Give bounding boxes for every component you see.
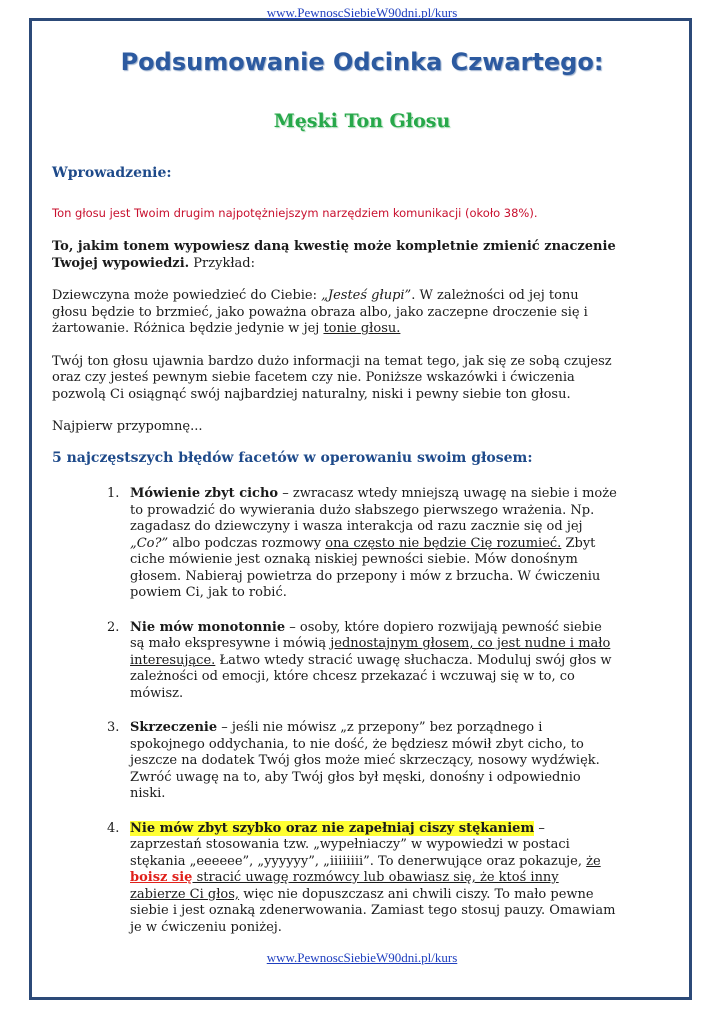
list-item-title: Nie mów monotonnie	[130, 619, 286, 635]
list-number: 1.	[107, 486, 120, 501]
list-number: 2.	[107, 619, 120, 635]
list-item-text: – zwracasz wtedy mniejszą uwagę na siebie i może to prowadzić do wywierania dużo słabszego pierwszego wrażenia. Np. zagadasz do dziewczyny i wasza interakcja od razu zacznie się od jej	[130, 486, 617, 534]
list-item-text: Łatwo wtedy stracić uwagę słuchacza. Moduluj swój głos w zależności od emocji, które chcesz przekazać i wczuwaj się w to, co mówisz.	[130, 652, 612, 701]
paragraph-text: Przykład:	[189, 255, 255, 271]
paragraph-reminder: Najpierw przypomnę...	[52, 419, 203, 434]
list-item-text: – jeśli nie mówisz „z przepony” bez porządnego i spokojnego oddychania, to nie dość, że będziesz mówił zbyt cicho, to jeszcze na dodatek Twój głos może mieć skrzeczący, nosowy wydźwięk. Zwróć uwagę na to, aby Twój głos był męski, donośny i odpowiednio niski.	[130, 720, 600, 801]
emphasis-red-text: boisz się	[130, 870, 193, 885]
underlined-text: stracić uwagę rozmówcy lub obawiasz się, że ktoś inny zabierze Ci głos,	[130, 870, 559, 902]
list-item-text: więc nie dopuszczasz ani chwili ciszy. To mało pewne siebie i jest oznaką zdenerwowania. Zamiast tego stosuj pauzy. Omawiam je w ćwiczeniu poniżej.	[130, 886, 616, 935]
list-item	[107, 619, 617, 703]
example-quote: „Jesteś głupi”	[321, 288, 412, 303]
list-number: 4.	[107, 820, 120, 836]
underlined-text: ona często nie będzie Cię rozumieć.	[325, 535, 562, 551]
list-item	[107, 820, 617, 937]
paragraph-voice-info: Twój ton głosu ujawnia bardzo dużo informacji na temat tego, jak się ze sobą czujesz oraz czy jesteś pewnym siebie facetem czy nie. Poniższe wskazówki i ćwiczenia pozwolą Ci osiągnąć swój najbardziej naturalny, niski i pewny siebie ton głosu.	[52, 353, 612, 402]
list-item-title: Skrzeczenie	[130, 720, 218, 735]
list-item-text: albo podczas rozmowy	[168, 535, 326, 551]
paragraph-bold-lead: To, jakim tonem wypowiesz daną kwestię może kompletnie zmienić znaczenie Twojej wypowiedzi.	[52, 239, 616, 271]
mistakes-list	[52, 486, 617, 936]
page-title: Podsumowanie Odcinka Czwartego:	[120, 48, 604, 76]
mistakes-heading: 5 najczęstszych błędów facetów w operowaniu swoim głosem:	[52, 449, 533, 466]
document-body	[52, 165, 617, 954]
list-item	[107, 486, 617, 602]
paragraph-text: . W zależności od jej tonu głosu będzie to brzmieć, jako poważna obraza albo, jako zaczepne droczenie się i żartowanie. Różnica będzie jedynie w jej	[52, 288, 588, 336]
list-item-text: Zbyt ciche mówienie jest oznaką niskiej pewności siebie. Mów donośnym głosem. Nabieraj powietrza do przepony i mów z brzucha. W ćwiczeniu powiem Ci, jak to robić.	[130, 535, 601, 600]
list-item-text: – zaprzestań stosowania tzw. „wypełniaczy” w wypowiedzi w postaci stękania „eeeeee”, „yyyyyy”, „iiiiiiii”. To denerwujące oraz pokazuje,	[130, 820, 587, 869]
list-item	[107, 720, 617, 803]
intro-highlight-text: Ton głosu jest Twoim drugim najpotężniejszym narzędziem komunikacji (około 38%).	[52, 205, 538, 220]
header-link[interactable]: www.PewnoscSiebieW90dni.pl/kurs	[266, 5, 458, 20]
list-item-title-highlighted: Nie mów zbyt szybko oraz nie zapełniaj ciszy stękaniem	[130, 820, 535, 836]
underlined-text: że	[586, 853, 601, 869]
list-number: 3.	[107, 720, 120, 735]
intro-heading: Wprowadzenie:	[52, 165, 172, 181]
paragraph-tone-meaning	[52, 239, 617, 272]
list-item-text: – osoby, które dopiero rozwijają pewność siebie są mało ekspresywne i mówią	[130, 619, 602, 651]
page-subtitle: Męski Ton Głosu	[273, 110, 451, 132]
paragraph-example	[52, 288, 617, 338]
list-item-title: Mówienie zbyt cicho	[130, 486, 279, 501]
underlined-text: tonie głosu.	[323, 321, 401, 336]
underlined-text: jednostajnym głosem, co jest nudne i mało interesujące.	[130, 636, 611, 668]
footer-link[interactable]: www.PewnoscSiebieW90dni.pl/kurs	[266, 950, 458, 965]
list-item-quote: „Co?”	[130, 535, 169, 551]
paragraph-text: Dziewczyna może powiedzieć do Ciebie:	[52, 288, 322, 303]
